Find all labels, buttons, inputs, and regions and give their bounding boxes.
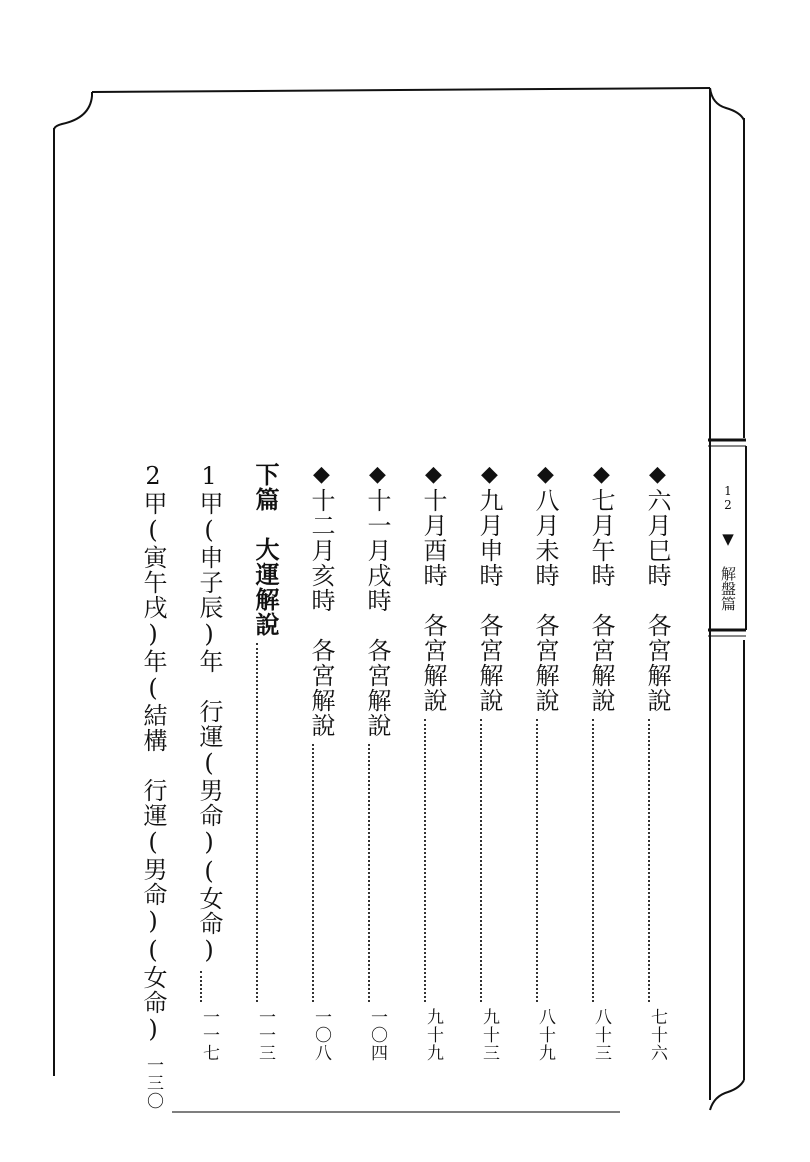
- triangle-down-icon: ▼: [719, 529, 737, 548]
- dot-leader: [536, 719, 538, 1002]
- toc-entry-page: 一一七: [199, 1008, 219, 1062]
- toc-entry[interactable]: [136, 462, 170, 1110]
- toc-entry-page: 一〇八: [311, 1008, 331, 1062]
- diamond-bullet-icon: ◆: [589, 462, 614, 488]
- side-tab: [711, 472, 745, 622]
- toc-entry-page: 一三〇: [143, 1056, 163, 1110]
- dot-leader: [256, 643, 258, 1002]
- diamond-bullet-icon: ◆: [533, 462, 558, 488]
- toc-entry[interactable]: [304, 462, 338, 1062]
- toc-entry-title: 下篇 大運解說: [251, 462, 280, 637]
- toc-entry[interactable]: [416, 462, 450, 1062]
- toc-entry-title: 九月申時 各宮解說: [475, 488, 503, 713]
- toc-entry-title: 十月酉時 各宮解說: [419, 488, 447, 713]
- dot-leader: [592, 719, 594, 1002]
- dot-leader: [648, 719, 650, 1002]
- toc-entry[interactable]: [584, 462, 618, 1062]
- dot-leader: [200, 971, 202, 1002]
- dot-leader: [368, 744, 370, 1002]
- toc-entry[interactable]: [360, 462, 394, 1062]
- toc-entry-page: 一一三: [255, 1008, 275, 1062]
- dot-leader: [424, 719, 426, 1002]
- toc-section-heading[interactable]: [248, 462, 282, 1062]
- side-tab-title: 解盤篇: [719, 565, 737, 611]
- dot-leader: [480, 719, 482, 1002]
- toc-entry[interactable]: [192, 462, 226, 1062]
- toc-entry-page: 八十九: [535, 1008, 555, 1062]
- toc-entry-title: 七月午時 各宮解說: [587, 488, 615, 713]
- toc-entry-page: 九十三: [479, 1008, 499, 1062]
- diamond-bullet-icon: ◆: [421, 462, 446, 488]
- toc-entry[interactable]: [472, 462, 506, 1062]
- toc-entry-page: 一〇四: [367, 1008, 387, 1062]
- side-tab-page-number: 12: [721, 483, 735, 512]
- toc-entry-title: 八月未時 各宮解說: [531, 488, 559, 713]
- toc-entry-title: 2甲(寅午戌)年(結構 行運(男命)(女命): [139, 462, 167, 1044]
- toc-entry-page: 八十三: [591, 1008, 611, 1062]
- diamond-bullet-icon: ◆: [477, 462, 502, 488]
- toc-entry-page: 九十九: [423, 1008, 443, 1062]
- toc-entry-title: 十一月戌時 各宮解說: [363, 488, 391, 738]
- toc-entry-title: 十二月亥時 各宮解說: [307, 488, 335, 738]
- toc-entry-title: 1甲(申子辰)年 行運(男命)(女命): [195, 462, 223, 965]
- diamond-bullet-icon: ◆: [645, 462, 670, 488]
- toc-entry[interactable]: [640, 462, 674, 1062]
- diamond-bullet-icon: ◆: [309, 462, 334, 488]
- toc-entry[interactable]: [528, 462, 562, 1062]
- toc-entry-page: 七十六: [647, 1008, 667, 1062]
- dot-leader: [312, 744, 314, 1002]
- diamond-bullet-icon: ◆: [365, 462, 390, 488]
- toc-entry-title: 六月巳時 各宮解說: [643, 488, 671, 713]
